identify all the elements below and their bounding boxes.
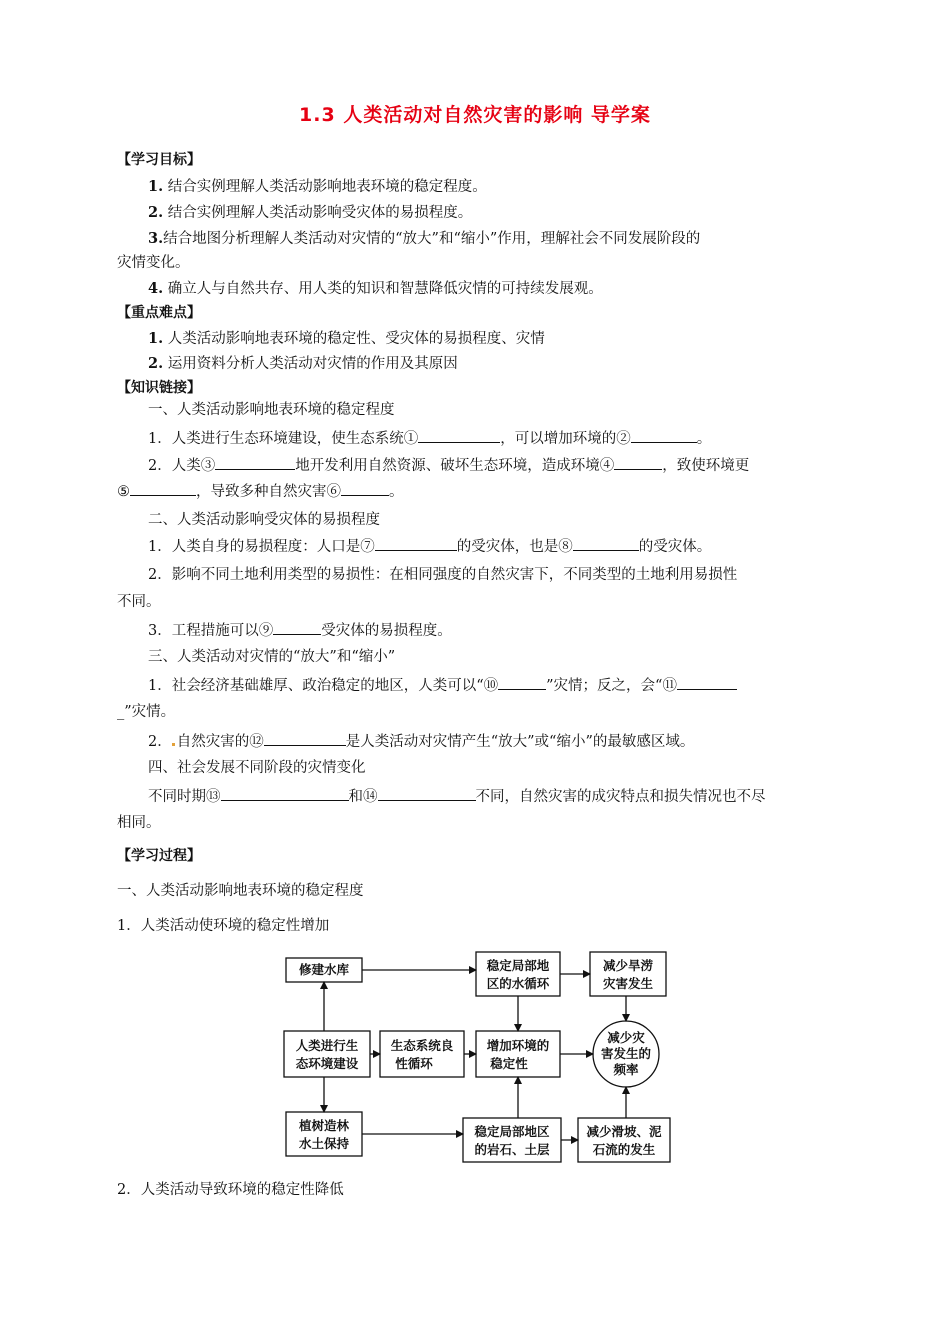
knowledge-s1-line-2-cont: ⑤ ，导致多种自然灾害⑥ 。 <box>117 481 404 502</box>
objective-item-3: 3.结合地图分析理解人类活动对灾情的“放大”和“缩小”作用，理解社会不同发展阶段的 <box>148 230 701 247</box>
knowledge-s1-line-2: 2．人类③ 地开发利用自然资源、破坏生态环境，造成环境④ ，致使环境更 <box>148 455 749 476</box>
label-drought-2: 灾害发生 <box>602 976 654 991</box>
label-forest-1: 植树造林 <box>298 1118 350 1133</box>
label-local-water-2: 区的水循环 <box>486 976 550 991</box>
knowledge-section-3-title: 三、人类活动对灾情的“放大”和“缩小” <box>148 649 396 665</box>
label-eco-build-2: 态环境建设 <box>295 1056 359 1071</box>
label-frequency-2: 害发生的 <box>600 1046 652 1061</box>
keypoints-heading: 【重点难点】 <box>117 305 201 321</box>
flow-diagram <box>280 948 680 1170</box>
knowledge-s2-line-3: 3．工程措施可以⑨ 受灾体的易损程度。 <box>148 620 452 641</box>
knowledge-s3-line-1: 1．社会经济基础雄厚、政治稳定的地区，人类可以“⑩ ”灾情；反之，会“⑪ <box>148 675 737 696</box>
label-landslide-1: 减少滑坡、泥 <box>586 1124 662 1139</box>
process-point-2: 2．人类活动导致环境的稳定性降低 <box>117 1182 344 1198</box>
label-local-water-1: 稳定局部地 <box>486 958 550 973</box>
objective-item-4: 4. 确立人与自然共存、用人类的知识和智慧降低灾情的可持续发展观。 <box>148 280 603 297</box>
process-point-1: 1．人类活动使环境的稳定性增加 <box>117 918 330 934</box>
label-stability-1: 增加环境的 <box>486 1038 550 1053</box>
knowledge-section-1-title: 一、人类活动影响地表环境的稳定程度 <box>148 402 395 418</box>
knowledge-section-4-title: 四、社会发展不同阶段的灾情变化 <box>148 760 366 776</box>
keypoint-item-1: 1. 人类活动影响地表环境的稳定性、受灾体的易损程度、灾情 <box>148 330 545 347</box>
knowledge-s2-line-1: 1．人类自身的易损程度：人口是⑦ 的受灾体，也是⑧ 的受灾体。 <box>148 536 711 557</box>
process-section-title: 一、人类活动影响地表环境的稳定程度 <box>117 883 364 899</box>
label-rock-1: 稳定局部地区 <box>474 1124 550 1139</box>
knowledge-s4-line-1: 不同时期⑬ 和⑭ 不同，自然灾害的成灾特点和损失情况也不尽 <box>148 786 766 807</box>
process-heading: 【学习过程】 <box>117 848 201 864</box>
objective-item-2: 2. 结合实例理解人类活动影响受灾体的易损程度。 <box>148 204 473 221</box>
objectives-heading: 【学习目标】 <box>117 152 201 168</box>
keypoint-item-2: 2. 运用资料分析人类活动对灾情的作用及其原因 <box>148 355 458 372</box>
label-eco-cycle-2: 性循环 <box>395 1056 433 1071</box>
objective-item-1: 1. 结合实例理解人类活动影响地表环境的稳定程度。 <box>148 178 487 195</box>
knowledge-heading: 【知识链接】 <box>117 380 201 396</box>
label-eco-cycle-1: 生态系统良 <box>390 1038 454 1053</box>
label-reservoir: 修建水库 <box>298 962 350 977</box>
knowledge-section-2-title: 二、人类活动影响受灾体的易损程度 <box>148 512 380 528</box>
knowledge-s3-line-2: 2． 自然灾害的⑫ 是人类活动对灾情产生“放大”或“缩小”的最敏感区域。 <box>148 731 694 752</box>
label-forest-2: 水土保持 <box>298 1136 350 1151</box>
label-frequency-1: 减少灾 <box>607 1030 645 1045</box>
label-frequency-3: 频率 <box>613 1062 639 1077</box>
knowledge-s2-line-2-cont: 不同。 <box>117 594 161 610</box>
knowledge-s1-line-1: 1．人类进行生态环境建设，使生态系统① ，可以增加环境的② 。 <box>148 428 711 449</box>
objective-item-3-cont: 灾情变化。 <box>117 255 190 271</box>
page-title: 1.3 人类活动对自然灾害的影响 导学案 <box>299 104 651 126</box>
label-rock-2: 的岩石、土层 <box>474 1142 550 1157</box>
knowledge-s4-line-1-cont: 相同。 <box>117 815 161 831</box>
label-drought-1: 减少旱涝 <box>602 958 654 973</box>
label-landslide-2: 石流的发生 <box>592 1142 656 1157</box>
label-stability-2: 稳定性 <box>490 1056 528 1071</box>
label-eco-build-1: 人类进行生 <box>295 1038 359 1053</box>
knowledge-s2-line-2: 2．影响不同土地利用类型的易损性：在相同强度的自然灾害下，不同类型的土地利用易损性 <box>148 567 738 583</box>
knowledge-s3-line-1-cont: _”灾情。 <box>117 704 176 720</box>
